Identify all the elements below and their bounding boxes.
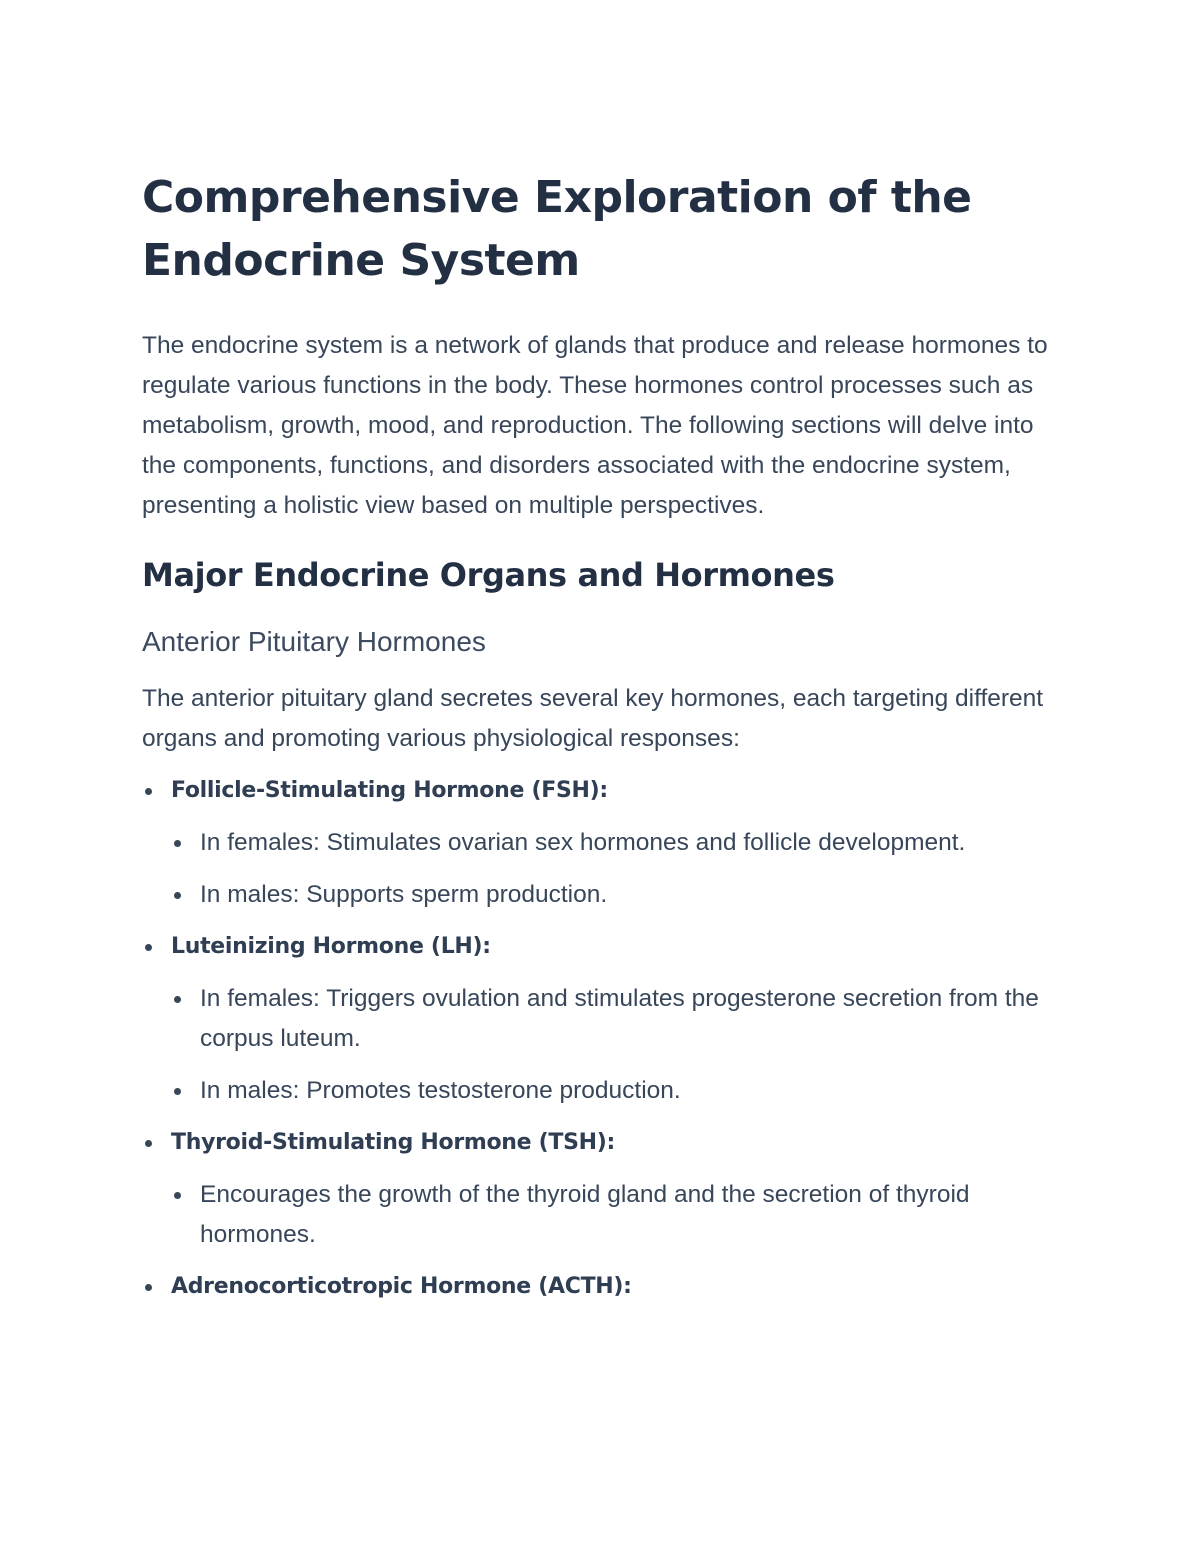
section-heading: Major Endocrine Organs and Hormones (142, 556, 835, 594)
subsection-heading: Anterior Pituitary Hormones (142, 626, 486, 657)
detail-text: In males: Promotes testosterone production. (200, 1077, 681, 1104)
bullet-icon (174, 1192, 181, 1199)
bullet-icon (174, 840, 181, 847)
detail-text: In females: Triggers ovulation and stimulates progesterone secretion from the corpus luteum. (200, 985, 1039, 1052)
detail-text: Encourages the growth of the thyroid gland and the secretion of thyroid hormones. (200, 1181, 970, 1248)
intro-paragraph: The endocrine system is a network of glands that produce and release hormones to regulate various functions in the body. These hormones control processes such as metabolism, growth, mood, and reproduction. The following sections will delve into the components, functions, and disorders associated with the endocrine system, presenting a holistic view based on multiple perspectives. (142, 332, 1048, 519)
hormone-list (142, 771, 1062, 1307)
bullet-icon (145, 1284, 152, 1291)
hormone-term: Adrenocorticotropic Hormone (ACTH): (171, 1274, 632, 1299)
list-item-fsh (142, 771, 1062, 915)
detail-item (171, 823, 1062, 863)
detail-text: In females: Stimulates ovarian sex hormones and follicle development. (200, 829, 966, 856)
detail-item (171, 1071, 1062, 1111)
bullet-icon (145, 788, 152, 795)
bullet-icon (174, 996, 181, 1003)
detail-list (171, 979, 1062, 1111)
detail-item (171, 1175, 1062, 1255)
lead-paragraph: The anterior pituitary gland secretes several key hormones, each targeting different organs and promoting various physiological responses: (142, 685, 1044, 752)
hormone-term: Thyroid-Stimulating Hormone (TSH): (171, 1130, 616, 1155)
detail-item (171, 875, 1062, 915)
document-page (142, 166, 1062, 1319)
detail-item (171, 979, 1062, 1059)
hormone-term: Follicle-Stimulating Hormone (FSH): (171, 778, 608, 803)
detail-list (171, 823, 1062, 915)
page-title: Comprehensive Exploration of the Endocrine System (142, 172, 972, 286)
hormone-term: Luteinizing Hormone (LH): (171, 934, 491, 959)
list-item-lh (142, 927, 1062, 1111)
detail-list (171, 1175, 1062, 1255)
bullet-icon (145, 1140, 152, 1147)
list-item-acth (142, 1267, 1062, 1307)
bullet-icon (145, 944, 152, 951)
bullet-icon (174, 1088, 181, 1095)
list-item-tsh (142, 1123, 1062, 1255)
detail-text: In males: Supports sperm production. (200, 881, 608, 908)
bullet-icon (174, 892, 181, 899)
